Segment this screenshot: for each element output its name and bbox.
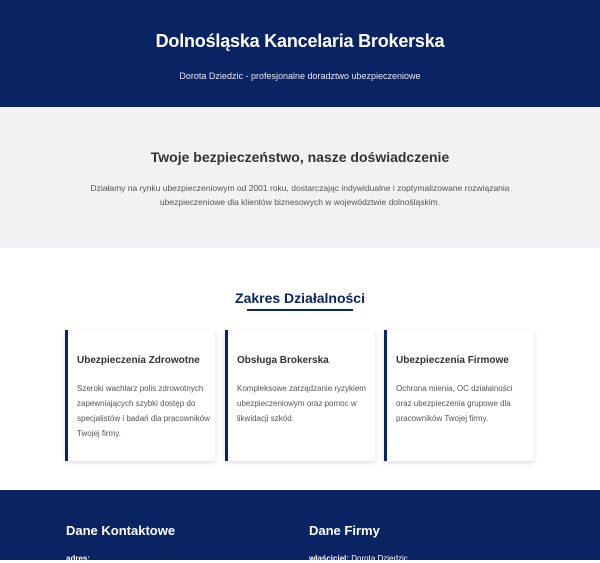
service-card-title: Ubezpieczenia Zdrowotne: [77, 355, 200, 366]
service-card-text: Ochrona mienia, OC działalności oraz ubezpieczenia grupowe dla pracowników Twojej firmy.: [396, 384, 513, 423]
company-owner-line: [309, 554, 408, 563]
site-footer: [0, 490, 600, 563]
service-card-text: Kompleksowe zarządzanie ryzykiem ubezpieczeniowym oraz pomoc w likwidacji szkód.: [237, 384, 366, 423]
intro-text: Działamy na rynku ubezpieczeniowym od 2001 roku, dostarczając indywidualne i zoptymalizowane rozwiązania ubezpieczeniowe dla klientów biznesowych w województwie dolnośląskim.: [90, 183, 510, 207]
site-title: Dolnośląska Kancelaria Brokerska: [155, 31, 445, 51]
site-header: [0, 0, 600, 107]
service-card-title: Ubezpieczenia Firmowe: [396, 355, 509, 366]
services-heading: Zakres Działalności: [235, 290, 365, 306]
company-owner-value: Dorota Dziedzic: [351, 554, 408, 563]
contact-heading: Dane Kontaktowe: [66, 523, 176, 538]
contact-address-label: adres:: [66, 554, 91, 563]
site-tagline: Dorota Dziedzic - profesjonalne doradztwo ubezpieczeniowe: [179, 71, 421, 81]
service-card-text: Szeroki wachlarz polis zdrowotnych zapewniających szybki dostęp do specjalistów i badań dla pracowników Twojej firmy.: [77, 384, 210, 438]
service-card-business: [384, 330, 534, 461]
services-heading-underline: [247, 309, 353, 311]
intro-section: [0, 107, 600, 248]
service-card-health: [65, 330, 215, 461]
intro-heading: Twoje bezpieczeństwo, nasze doświadczenie: [150, 149, 450, 165]
services-section: [0, 248, 600, 490]
service-card-title: Obsługa Brokerska: [237, 355, 329, 366]
service-card-brokerage: [225, 330, 375, 461]
company-owner-label: właściciel:: [309, 554, 350, 563]
contact-address-line: [66, 554, 90, 563]
company-heading: Dane Firmy: [309, 523, 380, 538]
